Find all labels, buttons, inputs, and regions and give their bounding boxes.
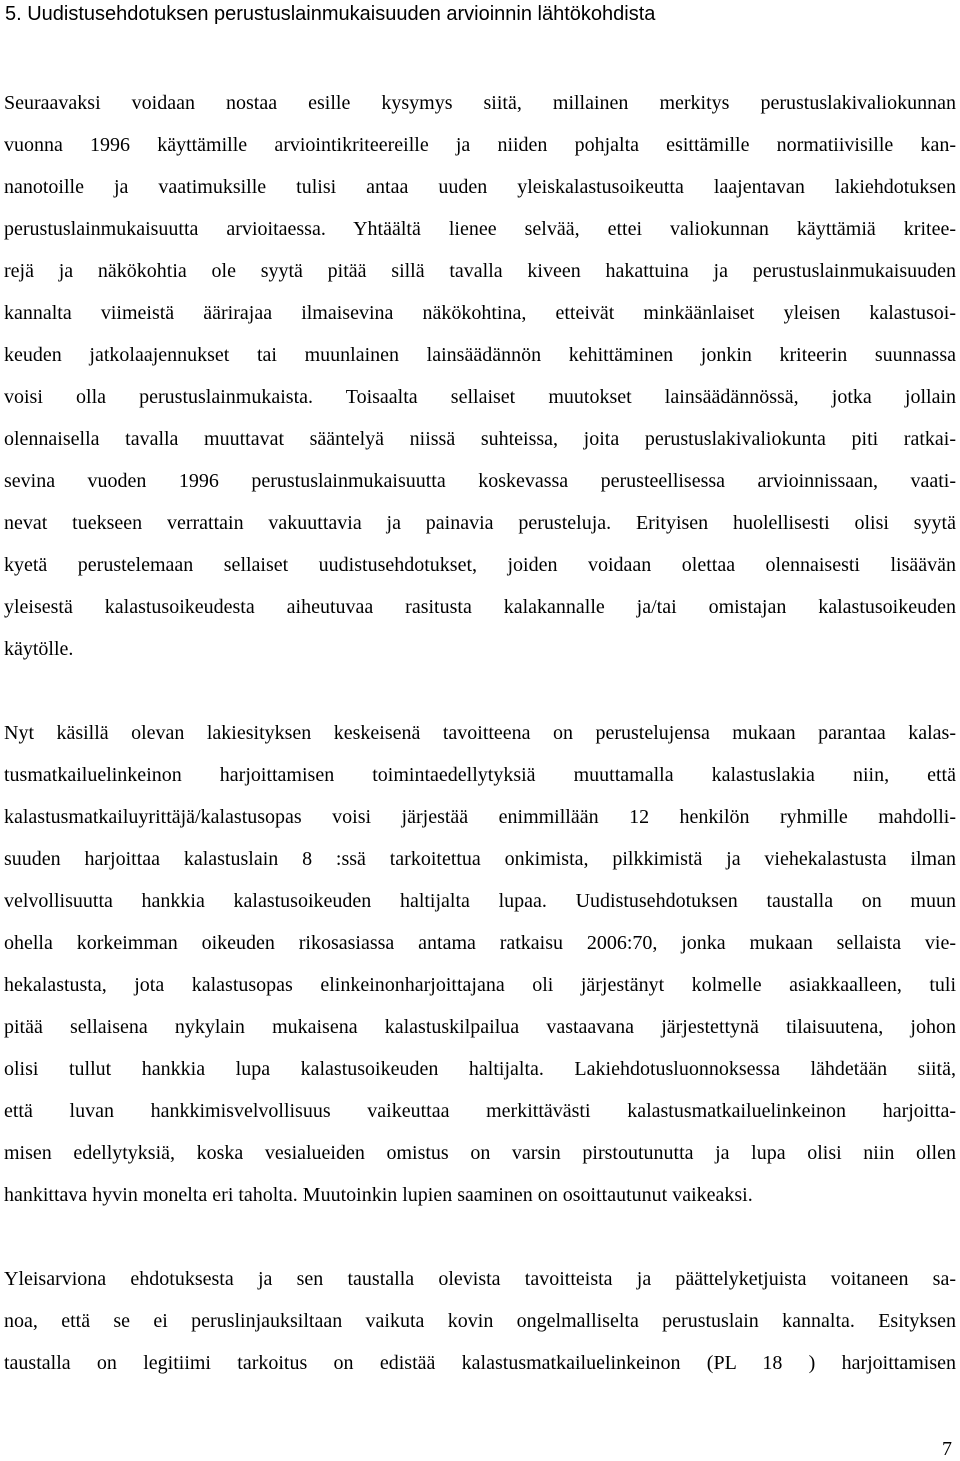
text-line: kannalta viimeistä äärirajaa ilmaisevina näkökohtina, etteivät minkäänlaiset yleisen kalastusoi- (4, 302, 956, 324)
text-line: velvollisuutta hankkia kalastusoikeuden haltijalta lupaa. Uudistusehdotuksen taustalla on muun (4, 890, 956, 912)
text-line: rejä ja näkökohtia ole syytä pitää sillä tavalla kiveen hakattuina ja perustuslainmukaisuuden (4, 260, 956, 282)
text-line: Nyt käsillä olevan lakiesityksen keskeisenä tavoitteena on perustelujensa mukaan parantaa kalas- (4, 722, 956, 744)
text-line: keuden jatkolaajennukset tai muunlainen lainsäädännön kehittäminen jonkin kriteerin suunnassa (4, 344, 956, 366)
text-line: nanotoille ja vaatimuksille tulisi antaa uuden yleiskalastusoikeutta laajentavan lakiehdotuksen (4, 176, 956, 198)
text-line: misen edellytyksiä, koska vesialueiden omistus on varsin pirstoutunutta ja lupa olisi niin ollen (4, 1142, 956, 1164)
text-line: pitää sellaisena nykylain mukaisena kalastuskilpailua vastaavana järjestettynä tilaisuutena, johon (4, 1016, 956, 1038)
text-line: vuonna 1996 käyttämille arviointikriteereille ja niiden pohjalta esittämille normatiivisille kan- (4, 134, 956, 156)
text-line: kalastusmatkailuyrittäjä/kalastusopas voisi järjestää enimmillään 12 henkilön ryhmille mahdolli- (4, 806, 956, 828)
text-line: hekalastusta, jota kalastusopas elinkeinonharjoittajana oli järjestänyt kolmelle asiakkaalleen, tuli (4, 974, 956, 996)
text-line: Yleisarviona ehdotuksesta ja sen taustalla olevista tavoitteista ja päättelyketjuista voitaneen sa- (4, 1268, 956, 1290)
section-heading: 5. Uudistusehdotuksen perustuslainmukaisuuden arvioinnin lähtökohdista (5, 3, 656, 25)
text-line: hankittava hyvin monelta eri taholta. Muutoinkin lupien saaminen on osoittautunut vaikeaksi. (4, 1184, 753, 1206)
text-line: perustuslainmukaisuutta arvioitaessa. Yhtäältä lienee selvää, ettei valiokunnan käyttämiä kritee- (4, 218, 956, 240)
text-line: olisi tullut hankkia lupa kalastusoikeuden haltijalta. Lakiehdotusluonnoksessa lähdetään siitä, (4, 1058, 956, 1080)
text-line: yleisestä kalastusoikeudesta aiheutuvaa rasitusta kalakannalle ja/tai omistajan kalastusoikeuden (4, 596, 956, 618)
text-line: taustalla on legitiimi tarkoitus on edistää kalastusmatkailuelinkeinon (PL 18 ) harjoittamisen (4, 1352, 956, 1374)
text-line: olennaisella tavalla muuttavat sääntelyä niissä suhteissa, joita perustuslakivaliokunta piti ratkai- (4, 428, 956, 450)
text-line: suuden harjoittaa kalastuslain 8 :ssä tarkoitettua onkimista, pilkkimistä ja viehekalastusta ilman (4, 848, 956, 870)
text-line: voisi olla perustuslainmukaista. Toisaalta sellaiset muutokset lainsäädännössä, jotka jollain (4, 386, 956, 408)
text-line: kyetä perustelemaan sellaiset uudistusehdotukset, joiden voidaan olettaa olennaisesti lisäävän (4, 554, 956, 576)
page-number: 7 (942, 1438, 952, 1460)
text-line: sevina vuoden 1996 perustuslainmukaisuutta koskevassa perusteellisessa arvioinnissaan, vaati- (4, 470, 956, 492)
text-line: että luvan hankkimisvelvollisuus vaikeuttaa merkittävästi kalastusmatkailuelinkeinon harjoitta- (4, 1100, 956, 1122)
text-line: Seuraavaksi voidaan nostaa esille kysymys siitä, millainen merkitys perustuslakivaliokunnan (4, 92, 956, 114)
text-line: nevat tuekseen verrattain vakuuttavia ja painavia perusteluja. Erityisen huolellisesti olisi syytä (4, 512, 956, 534)
text-line: käytölle. (4, 638, 74, 660)
text-line: tusmatkailuelinkeinon harjoittamisen toimintaedellytyksiä muuttamalla kalastuslakia niin, että (4, 764, 956, 786)
text-line: noa, että se ei peruslinjauksiltaan vaikuta kovin ongelmalliselta perustuslain kannalta. Esityksen (4, 1310, 956, 1332)
text-line: ohella korkeimman oikeuden rikosasiassa antama ratkaisu 2006:70, jonka mukaan sellaista vie- (4, 932, 956, 954)
